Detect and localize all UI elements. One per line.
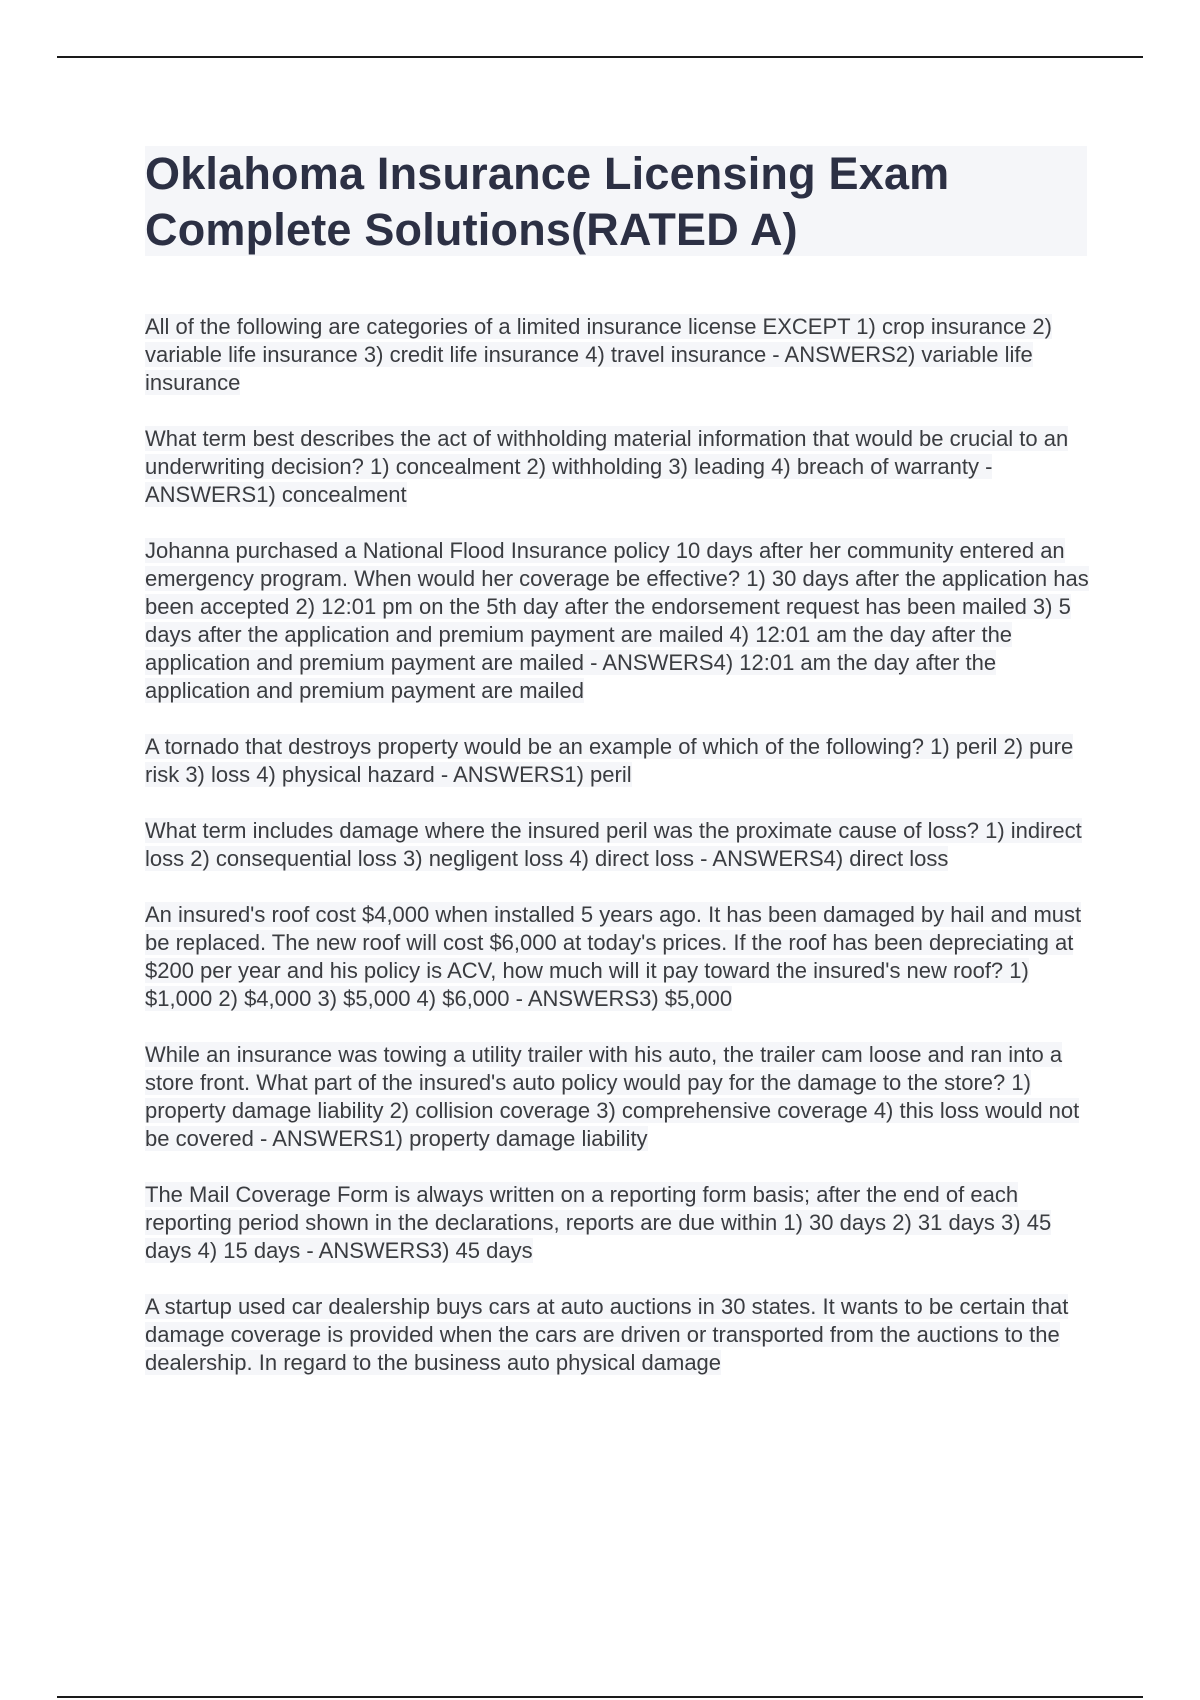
question-item <box>145 425 1095 509</box>
question-item <box>145 313 1095 397</box>
question-item <box>145 817 1095 873</box>
question-text: An insured's roof cost $4,000 when installed 5 years ago. It has been damaged by hail and must be replaced. The new roof will cost $6,000 at today's prices. If the roof has been depreciating at $200 per year and his policy is ACV, how much will it pay toward the insured's new roof? 1) $1,000 2) $4,000 3) $5,000 4) $6,000 - ANSWERS3) $5,000 <box>145 902 1082 1011</box>
question-list <box>145 313 1095 1405</box>
question-item <box>145 1181 1095 1265</box>
question-text: The Mail Coverage Form is always written on a reporting form basis; after the end of each reporting period shown in the declarations, reports are due within 1) 30 days 2) 31 days 3) 45 days 4) 15 days - ANSWERS3) 45 days <box>145 1182 1052 1263</box>
page-title <box>145 146 1087 258</box>
question-text: While an insurance was towing a utility trailer with his auto, the trailer cam loose and ran into a store front. What part of the insured's auto policy would pay for the damage to the store? 1) property damage liability 2) collision coverage 3) comprehensive coverage 4) this loss would not be covered - ANSWERS1) property damage liability <box>145 1042 1080 1151</box>
question-text: A startup used car dealership buys cars at auto auctions in 30 states. It wants to be certain that damage coverage is provided when the cars are driven or transported from the auctions to the dealership. In regard to the business auto physical damage <box>145 1294 1069 1375</box>
question-item <box>145 1041 1095 1153</box>
question-text: A tornado that destroys property would be an example of which of the following? 1) peril 2) pure risk 3) loss 4) physical hazard - ANSWERS1) peril <box>145 734 1074 787</box>
question-text: What term best describes the act of withholding material information that would be crucial to an underwriting decision? 1) concealment 2) withholding 3) leading 4) breach of warranty - ANSWERS1) concealment <box>145 426 1069 507</box>
question-text: What term includes damage where the insured peril was the proximate cause of loss? 1) indirect loss 2) consequential loss 3) negligent loss 4) direct loss - ANSWERS4) direct loss <box>145 818 1082 871</box>
top-rule <box>57 56 1143 58</box>
title-line-2: Complete Solutions(RATED A) <box>145 204 798 255</box>
question-item <box>145 733 1095 789</box>
question-text: All of the following are categories of a limited insurance license EXCEPT 1) crop insurance 2) variable life insurance 3) credit life insurance 4) travel insurance - ANSWERS2) variable life insurance <box>145 314 1052 395</box>
question-item <box>145 537 1095 705</box>
question-item <box>145 901 1095 1013</box>
title-line-1: Oklahoma Insurance Licensing Exam <box>145 148 950 199</box>
title-block <box>145 146 1087 256</box>
bottom-rule <box>57 1696 1143 1698</box>
question-item <box>145 1293 1095 1377</box>
question-text: Johanna purchased a National Flood Insurance policy 10 days after her community entered an emergency program. When would her coverage be effective? 1) 30 days after the application has been accepted 2) 12:01 pm on the 5th day after the endorsement request has been mailed 3) 5 days after the application and premium payment are mailed 4) 12:01 am the day after the application and premium payment are mailed - ANSWERS4) 12:01 am the day after the application and premium payment are mailed <box>145 538 1089 703</box>
